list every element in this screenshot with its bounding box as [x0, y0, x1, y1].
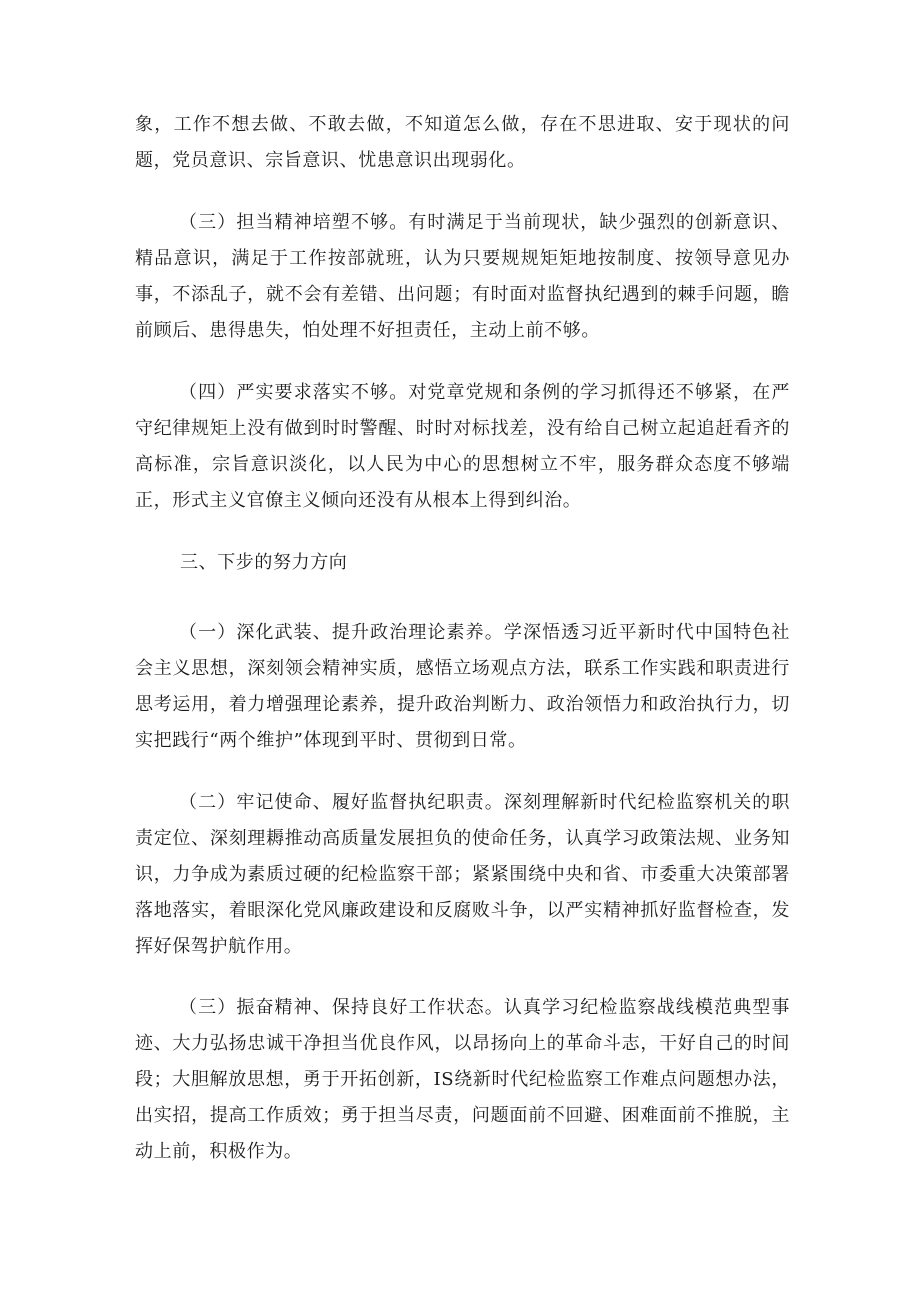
- paragraph-continued: 象，工作不想去做、不敢去做，不知道怎么做，存在不思进取、安于现状的问题，党员意识、宗旨意识、忧患意识出现弱化。: [135, 114, 790, 171]
- paragraph-shortcoming-3: （三）担当精神培塑不够。有时满足于当前现状，缺少强烈的创新意识、精品意识，满足于工作按部就班，认为只要规规矩矩地按制度、按领导意见办事，不添乱子，就不会有差错、出问题；有时面对监督执纪遇到的棘手问题，瞻前顾后、患得患失，怕处理不好担责任，主动上前不够。: [135, 212, 790, 341]
- section-heading: 三、下步的努力方向: [180, 552, 348, 573]
- paragraph-shortcoming-4: （四）严实要求落实不够。对党章党规和条例的学习抓得还不够紧，在严守纪律规矩上没有做到时时警醒、时时对标找差，没有给自己树立起追赶看齐的高标准，宗旨意识淡化，以人民为中心的思想树立不牢，服务群众态度不够端正，形式主义官僚主义倾向还没有从根本上得到纠治。: [135, 382, 790, 511]
- paragraph-direction-1: （一）深化武装、提升政治理论素养。学深悟透习近平新时代中国特色社会主义思想，深刻领会精神实质，感悟立场观点方法，联系工作实践和职责进行思考运用，着力增强理论素养，提升政治判断力、政治领悟力和政治执行力，切实把践行“两个维护”体现到平时、贯彻到日常。: [135, 622, 790, 751]
- paragraph-direction-3: （三）振奋精神、保持良好工作状态。认真学习纪检监察战线模范典型事迹、大力弘扬忠诚干净担当优良作风，以昂扬向上的革命斗志，干好自己的时间段；大胆解放思想，勇于开拓创新，IS绕新时代纪检监察工作难点问题想办法，出实招，提高工作质效；勇于担当尽责，问题面前不回避、困难面前不推脱，主动上前，积极作为。: [135, 997, 790, 1162]
- paragraph-direction-2: （二）牢记使命、履好监督执纪职责。深刻理解新时代纪检监察机关的职责定位、深刻理耨推动高质量发展担负的使命任务，认真学习政策法规、业务知识，力争成为素质过硬的纪检监察干部；紧紧围绕中央和省、市委重大决策部署落地落实，着眼深化党风廉政建设和反腐败斗争，以严实精神抓好监督检查，发挥好保驾护航作用。: [135, 792, 790, 957]
